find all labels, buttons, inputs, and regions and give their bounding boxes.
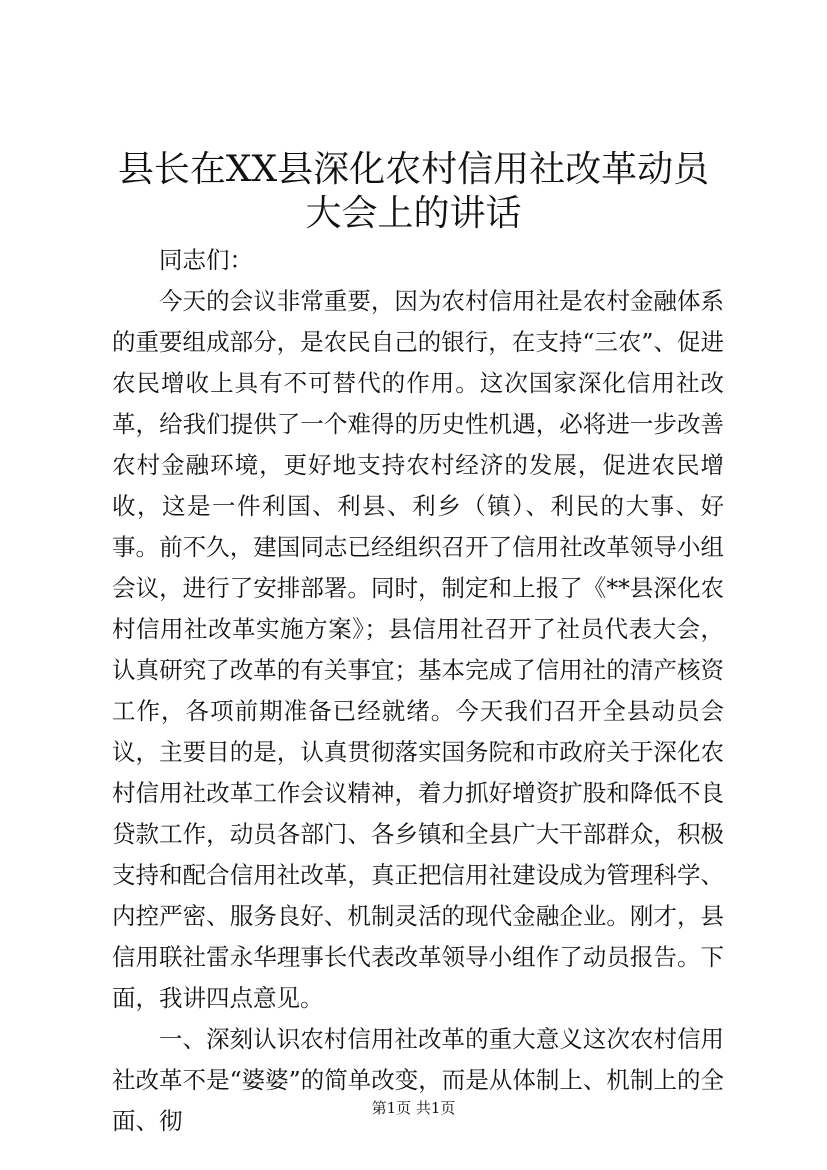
- document-body: [112, 240, 724, 1142]
- paragraph-section-one: 一、深刻认识农村信用社改革的重大意义这次农村信用社改革不是“婆婆”的简单改变，而是从体制上、机制上的全面、彻: [112, 1025, 724, 1135]
- salutation: 同志们：: [159, 246, 253, 274]
- page-footer: 第1页 共1页: [371, 1099, 456, 1117]
- document-title: 县长在XX县深化农村信用社改革动员大会上的讲话: [117, 149, 710, 234]
- paragraph-intro: 今天的会议非常重要，因为农村信用社是农村金融体系的重要组成部分，是农民自己的银行，在支持“三农”、促进农民增收上具有不可替代的作用。这次国家深化信用社改革，给我们提供了一个难得的历史性机遇，必将进一步改善农村金融环境，更好地支持农村经济的发展，促进农民增收，这是一件利国、利县、利乡（镇）、利民的大事、好事。前不久，建国同志已经组织召开了信用社改革领导小组会议，进行了安排部署。同时，制定和上报了《**县深化农村信用社改革实施方案》；县信用社召开了社员代表大会，认真研究了改革的有关事宜；基本完成了信用社的清产核资工作，各项前期准备已经就绪。今天我们召开全县动员会议，主要目的是，认真贯彻落实国务院和市政府关于深化农村信用社改革工作会议精神，着力抓好增资扩股和降低不良贷款工作，动员各部门、各乡镇和全县广大干部群众，积极支持和配合信用社改革，真正把信用社建设成为管理科学、内控严密、服务良好、机制灵活的现代金融企业。刚才，县信用联社雷永华理事长代表改革领导小组作了动员报告。下面，我讲四点意见。: [112, 287, 724, 1012]
